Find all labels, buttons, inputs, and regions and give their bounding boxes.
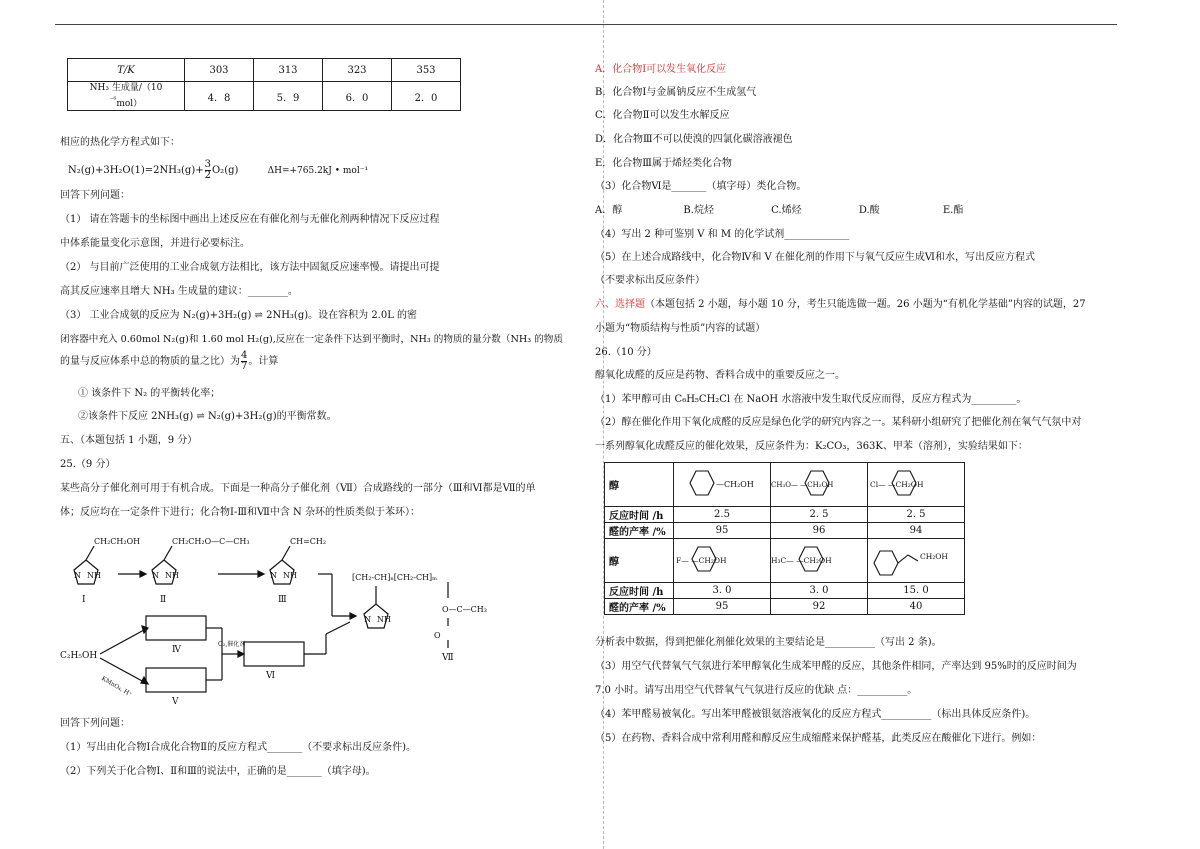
option-a: A．化合物Ⅰ可以发生氧化反应 xyxy=(595,64,727,75)
option-d: D．化合物Ⅲ不可以使溴的四氯化碳溶液褪色 xyxy=(595,134,793,145)
fraction-num: 4 xyxy=(241,350,248,361)
option-e: E．化合物Ⅲ属于烯烃类化合物 xyxy=(595,158,732,169)
section-6-desc: （本题包括 2 小题，每小题 10 分，考生只能选做一题。26 小题为“有机化学基础”内容的试题，27 xyxy=(645,299,1086,310)
q3-option: D.酸 xyxy=(858,205,880,216)
table-cell: 96 xyxy=(771,523,868,539)
enthalpy: ΔH=+765.2kJ • mol⁻¹ xyxy=(267,166,369,176)
q26-sub3-line1: （3）用空气代替氧气气氛进行苯甲醇氧化生成苯甲醛的反应，其他条件相同，产率达到 95%时的反应时间为 xyxy=(595,661,1077,672)
table-header-cell: 353 xyxy=(392,59,461,82)
synthesis-scheme xyxy=(60,522,487,714)
q26-sub2-line1: （2）醇在催化作用下氧化成醛的反应是绿色化学的研究内容之一。某科研小组研究了把催化剂在氧气气氛中对 xyxy=(595,417,1082,428)
q25-sub1: （1）写出由化合物Ⅰ合成化合物Ⅱ的反应方程式_______（不要求标出反应条件)。 xyxy=(60,742,417,753)
nh3-yield-table xyxy=(67,58,461,111)
row-label-yield: 醛的产率 /% xyxy=(605,523,674,539)
benzene-ring-icon xyxy=(674,539,770,579)
compound-i-substituent: CH₂CH₂OH xyxy=(94,537,141,546)
q5-line1: （5）在上述合成路线中，化合物Ⅳ和 V 在催化剂的作用下与氧气反应生成Ⅵ和水，写出反应方程式 xyxy=(595,252,1035,263)
benzene-ring-icon xyxy=(868,463,964,503)
row-label-alcohol: 醇 xyxy=(605,463,674,507)
row-label-unit: mol） xyxy=(116,99,143,109)
thermo-equation xyxy=(68,160,368,181)
compound-label-vii: Ⅶ xyxy=(442,653,454,663)
nh-label: NH xyxy=(165,571,179,580)
compound-label-iv: Ⅳ xyxy=(172,645,181,655)
table-cell: 2. 5 xyxy=(868,507,965,523)
table-cell: 2.5 xyxy=(674,507,771,523)
q26-sub2-line2: 一系列醇氧化成醛反应的催化效果，反应条件为：K₂CO₃，363K、甲苯（溶剂），实验结果如下： xyxy=(595,441,1028,452)
q2-line1: （2） 与目前广泛使用的工业合成氨方法相比，该方法中固氮反应速率慢。请提出可提 xyxy=(60,262,440,273)
answer-prompt-2: 回答下列问题： xyxy=(60,718,130,729)
row-label-time: 反应时间 /h xyxy=(605,583,674,599)
q3-text: 的量与反应体系中总的物质的量之比）为 xyxy=(60,356,240,367)
table-cell: 5．9 xyxy=(254,82,323,111)
q1-line2: 中体系能量变化示意图，并进行必要标注。 xyxy=(60,238,250,249)
benzene-ring-icon xyxy=(771,539,867,579)
q5-line2: （不要求标出反应条件） xyxy=(595,275,705,286)
ester-group: O—C—CH₃ xyxy=(442,605,487,614)
n-label: N xyxy=(364,615,371,624)
q3-sub2: ②该条件下反应 2NH₃(g) ⇌ N₂(g)+3H₂(g)的平衡常数。 xyxy=(78,411,337,422)
nh-label: NH xyxy=(283,571,297,580)
compound-ii-substituent: CH₂CH₂O—C—CH₃ xyxy=(172,537,250,546)
equation-lhs: N₂(g)+3H₂O(1)=2NH₃(g)+ xyxy=(68,165,204,176)
q25-sub2: （2）下列关于化合物Ⅰ、Ⅱ和Ⅲ的说法中，正确的是_______（填字母)。 xyxy=(60,766,376,777)
q25-line1: 某些高分子催化剂可用于有机合成。下面是一种高分子催化剂（Ⅶ）合成路线的一部分（Ⅲ和Ⅵ都是Ⅶ的单 xyxy=(60,483,536,494)
benzene-ring-icon xyxy=(674,463,770,503)
section-6-title xyxy=(595,298,1086,312)
q26-intro: 醇氧化成醛的反应是药物、香料合成中的重要反应之一。 xyxy=(595,370,845,381)
fraction-den: 7 xyxy=(241,361,248,372)
table-cell: 6．0 xyxy=(323,82,392,111)
table-row xyxy=(605,599,965,615)
q3-text-end: 。计算 xyxy=(248,356,279,367)
table-header-cell: 303 xyxy=(185,59,254,82)
molecule-cell xyxy=(674,463,771,507)
q26-sub1: （1）苯甲醇可由 C₆H₅CH₂Cl 在 NaOH 水溶液中发生取代反应而得，反应方程式为_________。 xyxy=(595,394,1027,405)
equation-rhs: O₂(g) xyxy=(211,165,239,176)
table-header-cell: 323 xyxy=(323,59,392,82)
table-header-cell: T/K xyxy=(68,59,185,82)
fraction-den: 2 xyxy=(204,170,211,181)
analysis-text: 分析表中数据，得到把催化剂催化效果的主要结论是__________（写出 2 条)。 xyxy=(595,637,942,648)
table-row xyxy=(68,82,461,111)
row-label-time: 反应时间 /h xyxy=(605,507,674,523)
q2-line2: 高其反应速率且增大 NH₃ 生成量的建议：________。 xyxy=(60,286,298,297)
fraction xyxy=(241,351,247,372)
row-label-yield: 醛的产率 /% xyxy=(605,599,674,615)
table-cell: 3. 0 xyxy=(674,583,771,599)
section-6-line2: 小题为“物质结构与性质”内容的试题） xyxy=(595,323,766,334)
q3-line2: 闭容器中充入 0.60mol N₂(g)和 1.60 mol H₂(g),反应在一定条件下达到平衡时，NH₃ 的物质的量分数（NH₃ 的物质 xyxy=(60,334,563,345)
intro-text: 相应的热化学方程式如下： xyxy=(60,137,180,148)
table-cell: 92 xyxy=(771,599,868,615)
fraction-num: 3 xyxy=(204,159,211,170)
section-6-label: 六、选择题 xyxy=(595,299,645,310)
compound-label-ii: Ⅱ xyxy=(160,595,167,605)
table-row xyxy=(605,583,965,599)
polymer-backbone: [CH₂-CH]ₙ[CH₂-CH]ₘ xyxy=(352,573,438,582)
table-row xyxy=(605,539,965,583)
ester-carbonyl: O xyxy=(434,631,441,640)
compound-v-box xyxy=(146,668,206,692)
molecule-cell xyxy=(868,463,965,507)
compound-iii-substituent: CH=CH₂ xyxy=(290,537,327,546)
molecule-cell xyxy=(674,539,771,583)
compound-iv-box xyxy=(146,616,206,640)
compound-label-iii: Ⅲ xyxy=(278,595,287,605)
ethanol-label: C₂H₅OH xyxy=(60,651,98,661)
q3-text: （3）化合物Ⅵ是_______（填字母）类化合物。 xyxy=(595,181,807,192)
compound-label-vi: Ⅵ xyxy=(266,671,276,681)
table-row xyxy=(605,523,965,539)
n-label: N xyxy=(270,571,277,580)
table-cell: 95 xyxy=(674,599,771,615)
table-cell: 15. 0 xyxy=(868,583,965,599)
molecule-formula: Cl— —CH₂OH xyxy=(870,480,924,489)
kmno4-label: KMnO₄, H⁺ xyxy=(100,675,134,699)
molecule-formula: —CH₂OH xyxy=(716,480,754,489)
q3-option: B.烷烃 xyxy=(683,205,714,216)
q4-text: （4）写出 2 种可鉴别 V 和 M 的化学试剂_____________ xyxy=(595,229,850,240)
q3-line3 xyxy=(60,351,278,372)
option-c: C．化合物Ⅱ可以发生水解反应 xyxy=(595,110,730,121)
o2-catalyst-label: O₂,催化剂 xyxy=(218,641,246,648)
q1-line1: （1） 请在答题卡的坐标图中画出上述反应在有催化剂与无催化剂两种情况下反应过程 xyxy=(60,214,440,225)
answer-prompt: 回答下列问题： xyxy=(60,190,130,201)
benzene-ring-icon xyxy=(771,463,867,503)
molecule-cell xyxy=(771,539,868,583)
compound-label-i: Ⅰ xyxy=(82,595,86,605)
nh-label: NH xyxy=(377,615,391,624)
q3-line1: （3） 工业合成氨的反应为 N₂(g)+3H₂(g) ⇌ 2NH₃(g)。设在容积为 2.0L 的密 xyxy=(60,310,418,321)
table-cell: 2．0 xyxy=(392,82,461,111)
q3-option: E.酯 xyxy=(942,205,964,216)
compound-label-v: Ⅴ xyxy=(172,697,179,707)
molecule-cell xyxy=(771,463,868,507)
q25-title: 25.（9 分） xyxy=(60,459,116,470)
q3-option: C.烯烃 xyxy=(771,205,802,216)
row-label-exp: ⁻⁶ xyxy=(109,96,117,104)
table-row xyxy=(605,507,965,523)
n-label: N xyxy=(74,571,81,580)
fraction xyxy=(205,160,211,181)
header-rule xyxy=(55,24,1117,25)
option-b: B．化合物Ⅰ与金属钠反应不生成氢气 xyxy=(595,87,757,98)
q3-options xyxy=(595,204,963,218)
table-row xyxy=(605,463,965,507)
molecule-cell xyxy=(868,539,965,583)
molecule-formula: F— —CH₂OH xyxy=(676,556,727,565)
benzene-ring-icon xyxy=(868,539,964,579)
table-header-cell: 313 xyxy=(254,59,323,82)
q26-sub3-line2: 7.0 小时。请写出用空气代替氧气气氛进行反应的优缺 点：__________。 xyxy=(595,685,918,696)
q25-line2: 体；反应均在一定条件下进行；化合物Ⅰ-Ⅲ和Ⅶ中含 N 杂环的性质类似于苯环）： xyxy=(60,507,420,518)
table-cell: 4．8 xyxy=(185,82,254,111)
table-row xyxy=(68,59,461,82)
molecule-formula: H₃C— —CH₂OH xyxy=(771,556,832,565)
n-label: N xyxy=(152,571,159,580)
molecule-formula: CH₃O— —CH₂OH xyxy=(771,481,834,489)
q26-title: 26.（10 分） xyxy=(595,347,657,358)
nh-label: NH xyxy=(87,571,101,580)
catalyst-results-table xyxy=(604,462,965,615)
q26-sub5: （5）在药物、香料合成中常利用醛和醇反应生成缩醛来保护醛基，此类反应在酸催化下进行。例如： xyxy=(595,733,1042,744)
table-cell: 95 xyxy=(674,523,771,539)
table-cell: 40 xyxy=(868,599,965,615)
q3-option: A．醇 xyxy=(595,205,623,216)
row-label-part: NH₃ 生成量/（10 xyxy=(89,83,163,93)
molecule-formula: CH₂OH xyxy=(920,552,948,561)
table-cell: 94 xyxy=(868,523,965,539)
table-cell: 2. 5 xyxy=(771,507,868,523)
section-5-title: 五、（本题包括 1 小题，9 分） xyxy=(60,435,198,446)
q3-sub1: ① 该条件下 N₂ 的平衡转化率； xyxy=(78,388,221,399)
compound-vi-box xyxy=(244,642,304,666)
table-cell: 3. 0 xyxy=(771,583,868,599)
table-row-label xyxy=(68,82,185,111)
row-label-alcohol: 醇 xyxy=(605,539,674,583)
q26-sub4: （4）苯甲醛易被氧化。写出苯甲醛被银氨溶液氧化的反应方程式__________（标出具体反应条件)。 xyxy=(595,709,1036,720)
